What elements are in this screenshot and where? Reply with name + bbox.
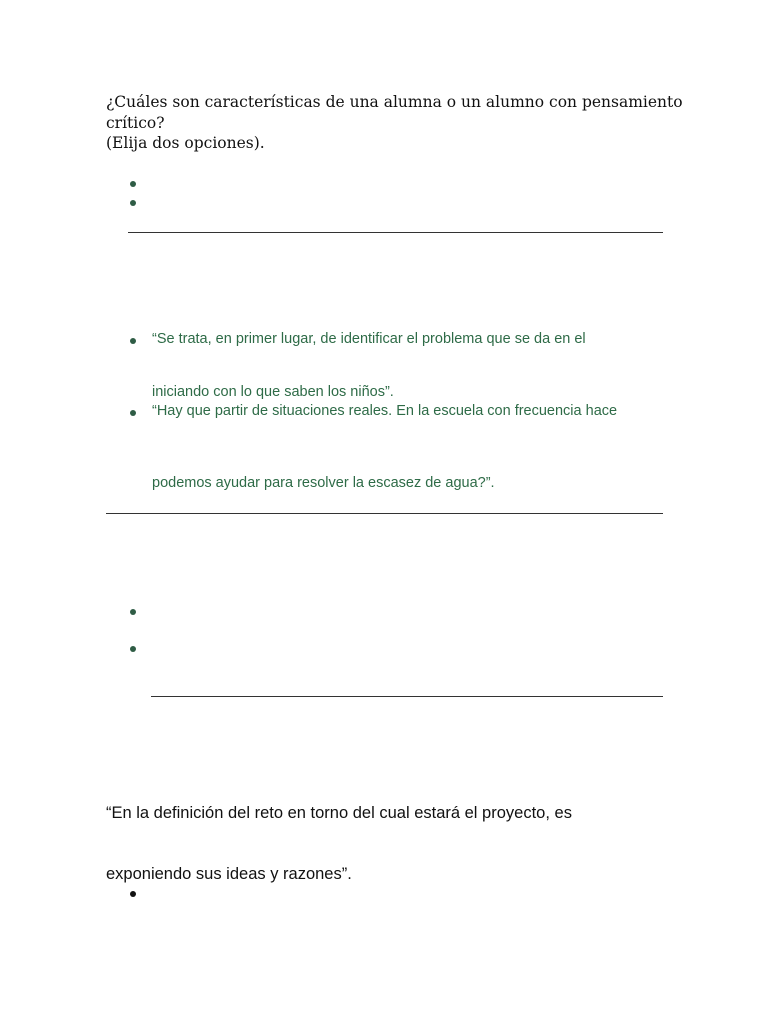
quote-3-line-2: exponiendo sus ideas y razones”. bbox=[106, 865, 352, 883]
question-block bbox=[106, 92, 683, 154]
question-text-line-1: ¿Cuáles son características de una alumna o un alumno con pensamiento bbox=[106, 93, 683, 111]
quote-1-line-1: “Se trata, en primer lugar, de identificar el problema que se da en el bbox=[152, 331, 586, 347]
quote-2-line-2: podemos ayudar para resolver la escasez de agua?”. bbox=[152, 475, 495, 491]
divider-3 bbox=[151, 696, 663, 697]
option-bullet-5[interactable] bbox=[130, 891, 136, 897]
divider-2 bbox=[106, 513, 663, 514]
quote-bullet-2 bbox=[130, 410, 136, 416]
quote-3-line-1: “En la definición del reto en torno del cual estará el proyecto, es bbox=[106, 804, 572, 822]
option-bullet-2[interactable] bbox=[130, 200, 136, 206]
option-bullet-3[interactable] bbox=[130, 609, 136, 615]
option-bullet-1[interactable] bbox=[130, 181, 136, 187]
quote-1-line-2: iniciando con lo que saben los niños”. bbox=[152, 384, 394, 400]
quote-bullet-1 bbox=[130, 338, 136, 344]
divider-1 bbox=[128, 232, 663, 233]
question-text-line-2: crítico? bbox=[106, 113, 165, 132]
option-bullet-4[interactable] bbox=[130, 646, 136, 652]
quote-2-line-1: “Hay que partir de situaciones reales. En la escuela con frecuencia hace bbox=[152, 403, 618, 419]
question-instruction: (Elija dos opciones). bbox=[106, 134, 265, 152]
